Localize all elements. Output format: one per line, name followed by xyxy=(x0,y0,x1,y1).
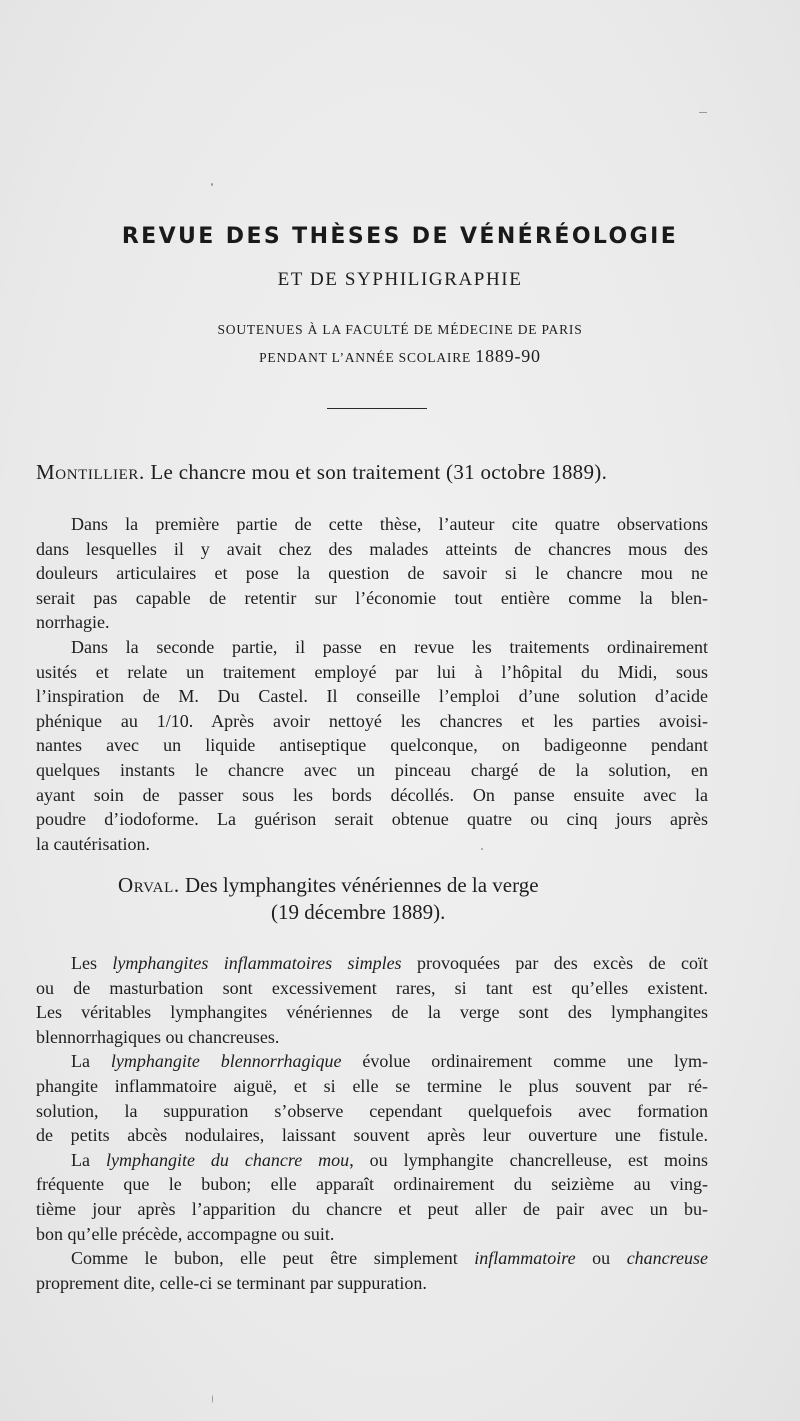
scan-speck xyxy=(699,112,707,113)
text-line: proprement dite, celle-ci se terminant par suppuration. xyxy=(36,1272,427,1293)
text-line: La lymphangite du chancre mou, ou lymphangite chancrelleuse, est moins xyxy=(71,1149,708,1170)
text-line: bon qu’elle précède, accompagne ou suit. xyxy=(36,1223,335,1244)
scan-speck xyxy=(212,1395,213,1403)
italic-term: chancreuse xyxy=(626,1248,708,1269)
text-line: phénique au 1/10. Après avoir nettoyé les chancres et les parties avoisi- xyxy=(36,710,708,731)
school-year-text: PENDANT L’ANNÉE SCOLAIRE xyxy=(259,350,472,365)
thesis-title: Le chancre mou et son traitement (31 octobre 1889). xyxy=(150,460,608,484)
text-line: serait pas capable de retentir sur l’économie tout entière comme la blen- xyxy=(36,587,708,608)
text-line: Les véritables lymphangites vénériennes de la verge sont des lymphangites xyxy=(36,1002,708,1023)
scan-speck xyxy=(211,183,213,186)
text-line: de petits abcès nodulaires, laissant souvent après leur ouverture une fistule. xyxy=(36,1125,708,1146)
thesis-title: Des lymphangites vénériennes de la verge xyxy=(184,873,539,897)
text-line: solution, la suppuration s’observe cependant quelquefois avec formation xyxy=(36,1100,708,1121)
journal-subtitle: ET DE SYPHILIGRAPHIE xyxy=(277,269,523,290)
text-line: l’inspiration de M. Du Castel. Il conseille l’emploi d’une solution d’acide xyxy=(36,686,708,707)
italic-term: inflammatoire xyxy=(474,1248,576,1269)
text-line: fréquente que le bubon; elle apparaît ordinairement du seizième au ving- xyxy=(36,1174,708,1195)
scan-speck xyxy=(481,848,483,850)
author-name: Montillier. xyxy=(36,460,145,484)
text-line: Dans la première partie de cette thèse, l’auteur cite quatre observations xyxy=(71,514,708,534)
text-line: ou de masturbation sont excessivement rares, si tant est qu’elles existent. xyxy=(36,977,708,998)
text-line: blennorrhagiques ou chancreuses. xyxy=(36,1026,280,1047)
text-line: douleurs articulaires et pose la question de savoir si le chancre mou ne xyxy=(36,563,708,584)
text-line: poudre d’iodoforme. La guérison serait obtenue quatre ou cinq jours après xyxy=(36,809,708,830)
journal-title: REVUE DES THÈSES DE VÉNÉRÉOLOGIE xyxy=(121,224,679,249)
thesis-heading-orval xyxy=(118,873,539,898)
faculty-line: SOUTENUES À LA FACULTÉ DE MÉDECINE DE PARIS xyxy=(217,322,583,337)
thesis-summary-orval xyxy=(36,951,708,1295)
text-line: ayant soin de passer sous les bords décollés. On panse ensuite avec la xyxy=(36,784,708,805)
text-line: Les lymphangites inflammatoires simples provoquées par des excès de coït xyxy=(71,953,708,973)
school-year-line xyxy=(0,346,800,367)
text-line: nantes avec un liquide antiseptique quelconque, on badigeonne pendant xyxy=(36,735,708,756)
thesis-date: (19 décembre 1889). xyxy=(271,900,446,924)
thesis-heading-montillier xyxy=(36,460,607,485)
text-line: phangite inflammatoire aiguë, et si elle se termine le plus souvent par ré- xyxy=(36,1075,708,1096)
thesis-summary-montillier xyxy=(36,512,708,856)
text-line: norrhagie. xyxy=(36,612,110,633)
text-line: usités et relate un traitement employé par lui à l’hôpital du Midi, sous xyxy=(36,661,708,682)
text-line: tième jour après l’apparition du chancre et peut aller de pair avec un bu- xyxy=(36,1198,708,1219)
section-divider xyxy=(327,408,427,409)
text-line: dans lesquelles il y avait chez des malades atteints de chancres mous des xyxy=(36,538,708,559)
author-name: Orval. xyxy=(118,873,180,897)
text-line: quelques instants le chancre avec un pinceau chargé de la solution, en xyxy=(36,759,708,780)
italic-term: lymphangites inflammatoires simples xyxy=(112,953,402,973)
text-line: Comme le bubon, elle peut être simplement inflammatoire ou chancreuse xyxy=(71,1248,708,1269)
text-line: La lymphangite blennorrhagique évolue ordinairement comme une lym- xyxy=(71,1051,708,1072)
text-line: Dans la seconde partie, il passe en revue les traitements ordinairement xyxy=(71,636,708,657)
text-line: la cautérisation. xyxy=(36,833,150,854)
italic-term: lymphangite blennorrhagique xyxy=(110,1051,342,1072)
school-year-value: 1889-90 xyxy=(475,346,541,366)
italic-term: lymphangite du chancre mou xyxy=(105,1149,350,1170)
